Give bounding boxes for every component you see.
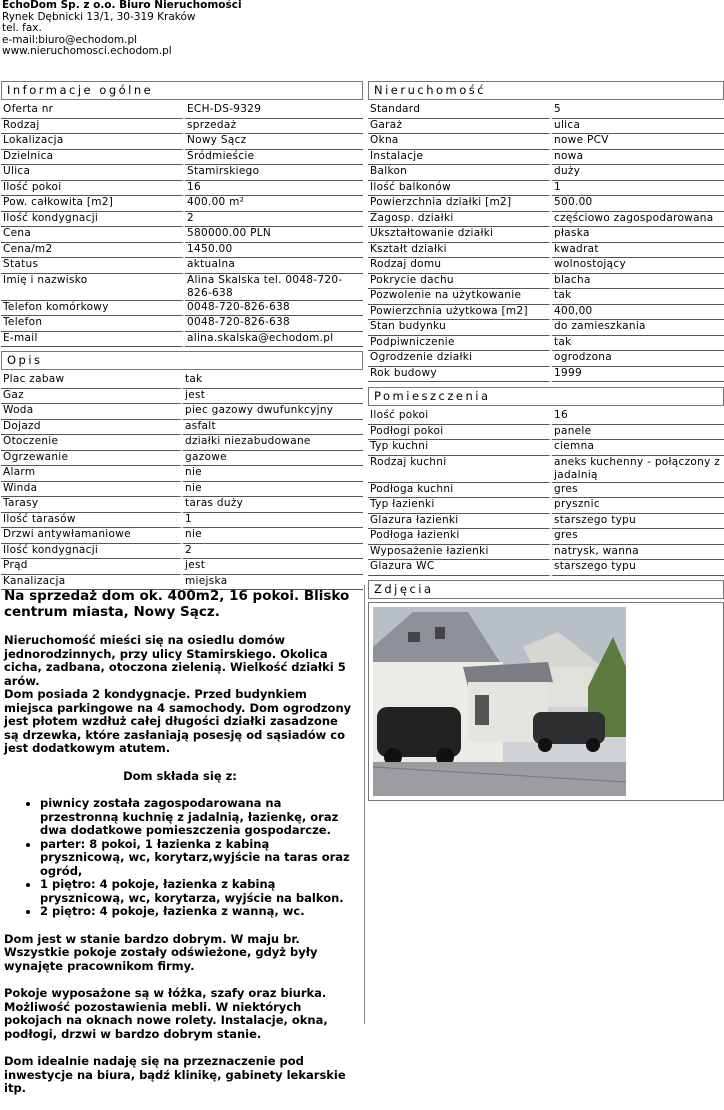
field-value: tak: [183, 373, 363, 389]
field-value: 16: [185, 181, 363, 197]
field-value: 400,00: [552, 305, 724, 321]
field-value: tak: [552, 336, 724, 352]
table-row: [1, 258, 363, 274]
field-label: Prąd: [1, 559, 183, 575]
field-label: Dzielnica: [1, 150, 185, 166]
list-item: • 2 piętro: 4 pokoje, łazienka z wanną, wc.: [40, 905, 356, 919]
table-row: [368, 336, 724, 352]
field-label: Podłogi pokoi: [368, 425, 552, 441]
field-value: 2: [185, 212, 363, 228]
field-label: Cena: [1, 227, 185, 243]
table-row: [1, 150, 363, 166]
company-phone: tel. fax.: [2, 22, 42, 34]
table-row: [368, 483, 724, 499]
list-item: • piwnicy została zagospodarowana na przestronną kuchnię z jadalnią, łazienkę, oraz dwa dodatkowe pomieszczenia gospodarcze.: [40, 797, 356, 838]
field-value: nowe PCV: [552, 134, 724, 150]
table-row: [368, 227, 724, 243]
field-value: płaska: [552, 227, 724, 243]
table-row: [368, 243, 724, 259]
field-label: Winda: [1, 482, 183, 498]
table-row: [368, 181, 724, 197]
table-row: [1, 482, 363, 498]
field-label: Oferta nr: [1, 103, 185, 119]
table-row: [1, 301, 363, 317]
table-row: [1, 212, 363, 228]
field-label: Ilość kondygnacji: [1, 544, 183, 560]
description-paragraph: [4, 634, 356, 756]
left-column: [1, 79, 363, 590]
field-value: 580000.00 PLN: [185, 227, 363, 243]
field-label: Garaż: [368, 119, 552, 135]
table-row: [1, 181, 363, 197]
field-label: Cena/m2: [1, 243, 185, 259]
field-label: Ilość tarasów: [1, 513, 183, 529]
field-value: duży: [552, 165, 724, 181]
field-value: Alina Skalska tel. 0048-720-826-638: [185, 274, 363, 301]
table-row: [368, 103, 724, 119]
field-value: jest: [183, 389, 363, 405]
table-row: [1, 389, 363, 405]
section-title-photos: Zdjęcia: [368, 580, 724, 599]
field-value: 1: [183, 513, 363, 529]
table-row: [368, 367, 724, 383]
table-row: [1, 404, 363, 420]
description-paragraph: Dom idealnie nadaję się na przeznaczenie pod inwestycje na biura, bądź klinikę, gabinety lekarskie itp.: [4, 1054, 346, 1095]
rooms-table: [368, 409, 724, 576]
house-photo[interactable]: [373, 607, 626, 796]
field-value: alina.skalska@echodom.pl: [185, 332, 363, 348]
field-label: Glazura WC: [368, 560, 552, 576]
field-value: 0048-720-826-638: [185, 301, 363, 317]
field-value: miejska: [183, 575, 363, 591]
field-label: Woda: [1, 404, 183, 420]
field-label: Balkon: [368, 165, 552, 181]
field-value: nie: [183, 482, 363, 498]
field-label: Telefon: [1, 316, 185, 332]
description-text: Nieruchomość mieści się na osiedlu domów jednorodzinnych, przy ulicy Stamirskiego. Okolica cicha, zadbana, otoczona zielenią. Wielkość działki 5 arów.: [4, 633, 346, 688]
field-value: panele: [552, 425, 724, 441]
field-label: Standard: [368, 103, 552, 119]
field-label: Ilość balkonów: [368, 181, 552, 197]
table-row: [368, 150, 724, 166]
table-row: [1, 451, 363, 467]
table-row: [1, 497, 363, 513]
description-text: Dom posiada 2 kondygnacje. Przed budynkiem miejsca parkingowe na 4 samochody. Dom ogrodzony jest płotem wzdłuż całej długości działki zasadzone są drzewka, które zasłaniają posesję od sąsiadów co jest dodatkowym atutem.: [4, 687, 352, 755]
field-label: Typ kuchni: [368, 440, 552, 456]
field-label: Alarm: [1, 466, 183, 482]
field-value: do zamieszkania: [552, 320, 724, 336]
company-email: e-mail:biuro@echodom.pl: [2, 33, 138, 46]
composition-heading: Dom składa się z:: [123, 768, 237, 783]
field-label: Okna: [368, 134, 552, 150]
field-label: Pow. całkowita [m2]: [1, 196, 185, 212]
field-label: Rodzaj kuchni: [368, 456, 552, 483]
field-value: 16: [552, 409, 724, 425]
table-row: [1, 544, 363, 560]
field-label: Rodzaj domu: [368, 258, 552, 274]
field-value: ulica: [552, 119, 724, 135]
field-value: kwadrat: [552, 243, 724, 259]
field-label: Ilość pokoi: [1, 181, 185, 197]
field-label: Drzwi antywłamaniowe: [1, 528, 183, 544]
field-value: częściowo zagospodarowana: [552, 212, 724, 228]
table-row: [1, 119, 363, 135]
field-value: gazowe: [183, 451, 363, 467]
field-value: 1450.00: [185, 243, 363, 259]
table-row: [1, 196, 363, 212]
field-value: tak: [552, 289, 724, 305]
table-row: [368, 289, 724, 305]
company-website: www.nieruchomosci.echodom.pl: [2, 45, 172, 57]
table-row: [1, 528, 363, 544]
table-row: [368, 440, 724, 456]
field-value: Nowy Sącz: [185, 134, 363, 150]
field-label: Instalacje: [368, 150, 552, 166]
table-row: [368, 560, 724, 576]
field-value: prysznic: [552, 498, 724, 514]
table-row: [1, 466, 363, 482]
table-row: [368, 134, 724, 150]
field-label: Plac zabaw: [1, 373, 183, 389]
field-value: taras duży: [183, 497, 363, 513]
field-value: gres: [552, 529, 724, 545]
table-row: [368, 545, 724, 561]
field-value: ciemna: [552, 440, 724, 456]
table-row: [368, 196, 724, 212]
list-item: • 1 piętro: 4 pokoje, łazienka z kabiną prysznicową, wc, korytarza, wyjście na balkon.: [40, 878, 356, 905]
field-label: Glazura łazienki: [368, 514, 552, 530]
table-row: [1, 420, 363, 436]
field-label: Imię i nazwisko: [1, 274, 185, 301]
field-label: Podłoga łazienki: [368, 529, 552, 545]
description-headline: Na sprzedaż dom ok. 400m2, 16 pokoi. Blisko centrum miasta, Nowy Sącz.: [4, 588, 350, 620]
section-title-rooms: Pomieszczenia: [368, 387, 724, 406]
field-label: Ilość pokoi: [368, 409, 552, 425]
field-label: Ukształtowanie działki: [368, 227, 552, 243]
field-label: Pokrycie dachu: [368, 274, 552, 290]
table-row: [368, 119, 724, 135]
field-label: Otoczenie: [1, 435, 183, 451]
right-column: [368, 79, 724, 801]
field-label: Status: [1, 258, 185, 274]
field-label: Wyposażenie łazienki: [368, 545, 552, 561]
field-label: Ilość kondygnacji: [1, 212, 185, 228]
field-value: jest: [183, 559, 363, 575]
field-label: Ulica: [1, 165, 185, 181]
field-value: 1: [552, 181, 724, 197]
field-value: ogrodzona: [552, 351, 724, 367]
field-label: Podpiwniczenie: [368, 336, 552, 352]
field-value: 1999: [552, 367, 724, 383]
field-value: natrysk, wanna: [552, 545, 724, 561]
section-title-description: Opis: [1, 351, 363, 370]
table-row: [368, 212, 724, 228]
table-row: [1, 316, 363, 332]
description-paragraph: Dom jest w stanie bardzo dobrym. W maju br. Wszystkie pokoje zostały odświeżone, gdyż były wynajęte pracownikom firmy.: [4, 931, 318, 973]
field-value: asfalt: [183, 420, 363, 436]
table-row: [368, 514, 724, 530]
field-label: Rok budowy: [368, 367, 552, 383]
table-row: [368, 320, 724, 336]
field-value: Śródmieście: [185, 150, 363, 166]
field-value: 400.00 m²: [185, 196, 363, 212]
general-info-table: [1, 103, 363, 347]
field-label: Typ łazienki: [368, 498, 552, 514]
column-divider: [364, 585, 365, 1024]
field-value: 500.00: [552, 196, 724, 212]
field-label: Kształt działki: [368, 243, 552, 259]
field-value: gres: [552, 483, 724, 499]
section-title-property: Nieruchomość: [368, 81, 724, 100]
property-description: [4, 588, 356, 1110]
table-row: [368, 165, 724, 181]
composition-list: [4, 797, 356, 919]
table-row: [1, 373, 363, 389]
photo-gallery: [368, 602, 724, 801]
table-row: [1, 274, 363, 301]
table-row: [368, 305, 724, 321]
field-label: Tarasy: [1, 497, 183, 513]
field-label: Stan budynku: [368, 320, 552, 336]
field-value: sprzedaż: [185, 119, 363, 135]
field-label: Powierzchnia użytkowa [m2]: [368, 305, 552, 321]
field-value: nie: [183, 466, 363, 482]
table-row: [368, 425, 724, 441]
company-address: Rynek Dębnicki 13/1, 30-319 Kraków: [2, 10, 196, 23]
table-row: [368, 498, 724, 514]
table-row: [1, 134, 363, 150]
table-row: [1, 332, 363, 348]
field-value: Stamirskiego: [185, 165, 363, 181]
field-label: Telefon komórkowy: [1, 301, 185, 317]
table-row: [1, 513, 363, 529]
field-value: wolnostojący: [552, 258, 724, 274]
field-label: Ogrodzenie działki: [368, 351, 552, 367]
field-label: Kanalizacja: [1, 575, 183, 591]
description-table: [1, 373, 363, 590]
table-row: [1, 165, 363, 181]
table-row: [368, 351, 724, 367]
table-row: [368, 274, 724, 290]
field-label: Pozwolenie na użytkowanie: [368, 289, 552, 305]
table-row: [368, 409, 724, 425]
field-label: Zagosp. działki: [368, 212, 552, 228]
field-label: Rodzaj: [1, 119, 185, 135]
description-paragraph: Pokoje wyposażone są w łóżka, szafy oraz biurka. Możliwość pozostawienia mebli. W niektórych pokojach na oknach nowe rolety. Instalacje, okna, podłogi, drzwi w bardzo dobrym stanie.: [4, 986, 328, 1041]
table-row: [1, 435, 363, 451]
section-title-general: Informacje ogólne: [1, 81, 363, 100]
table-row: [1, 243, 363, 259]
table-row: [368, 529, 724, 545]
field-value: aneks kuchenny - połączony z jadalnią: [552, 456, 724, 483]
company-name: EchoDom Sp. z o.o. Biuro Nieruchomości: [2, 0, 242, 11]
field-label: E-mail: [1, 332, 185, 348]
field-label: Gaz: [1, 389, 183, 405]
field-value: ECH-DS-9329: [185, 103, 363, 119]
field-value: aktualna: [185, 258, 363, 274]
field-label: Lokalizacja: [1, 134, 185, 150]
table-row: [368, 258, 724, 274]
property-table: [368, 103, 724, 382]
list-item: • parter: 8 pokoi, 1 łazienka z kabiną prysznicową, wc, korytarz,wyjście na taras oraz ogród,: [40, 838, 356, 879]
field-value: starszego typu: [552, 514, 724, 530]
field-value: blacha: [552, 274, 724, 290]
field-value: 5: [552, 103, 724, 119]
field-label: Podłoga kuchni: [368, 483, 552, 499]
field-value: działki niezabudowane: [183, 435, 363, 451]
field-value: nowa: [552, 150, 724, 166]
field-value: 0048-720-826-638: [185, 316, 363, 332]
field-value: nie: [183, 528, 363, 544]
field-label: Dojazd: [1, 420, 183, 436]
table-row: [1, 103, 363, 119]
field-value: piec gazowy dwufunkcyjny: [183, 404, 363, 420]
field-value: 2: [183, 544, 363, 560]
field-label: Powierzchnia działki [m2]: [368, 196, 552, 212]
field-value: starszego typu: [552, 560, 724, 576]
agency-header: [2, 0, 242, 58]
table-row: [1, 227, 363, 243]
field-label: Ogrzewanie: [1, 451, 183, 467]
table-row: [368, 456, 724, 483]
table-row: [1, 559, 363, 575]
